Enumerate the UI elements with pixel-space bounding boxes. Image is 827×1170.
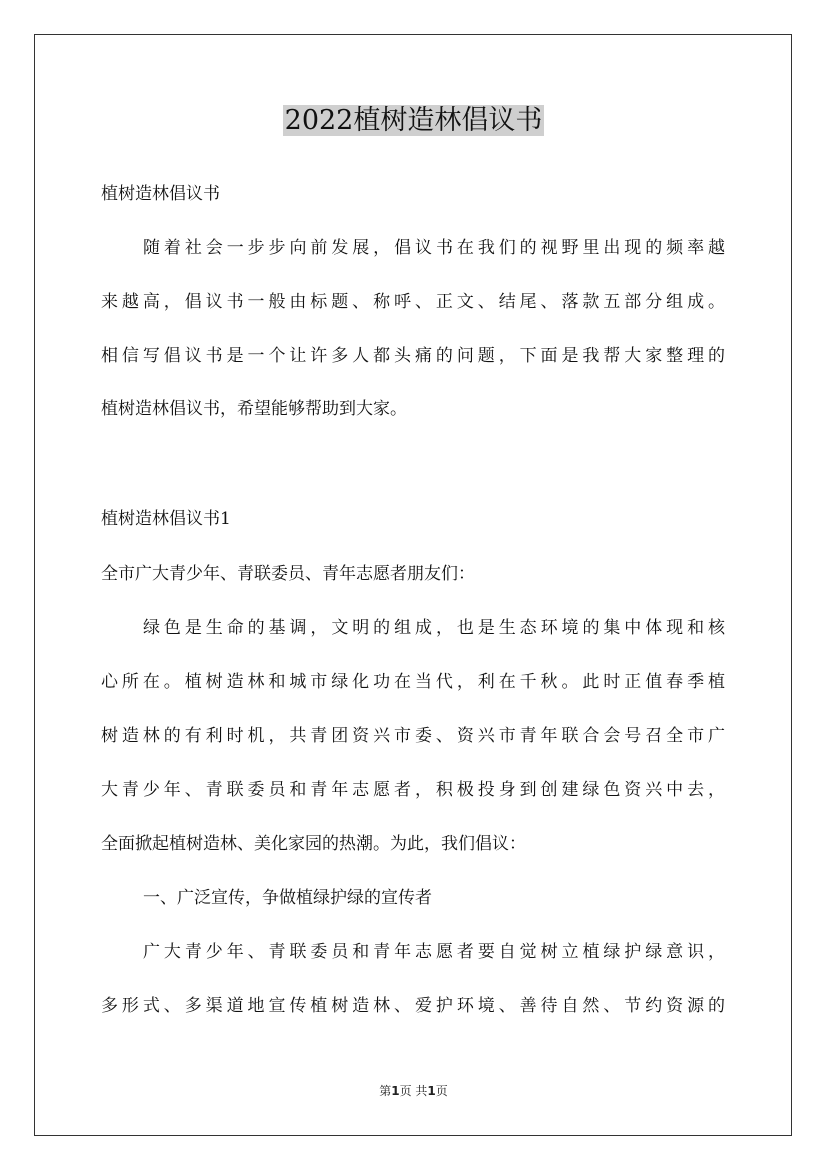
body-line-2: 心所在。植树造林和城市绿化功在当代，利在千秋。此时正值春季植: [101, 672, 725, 692]
intro-line-4: 植树造林倡议书，希望能够帮助到大家。: [101, 399, 407, 419]
body-line-3: 树造林的有利时机，共青团资兴市委、资兴市青年联合会号召全市广: [101, 726, 725, 746]
intro-line-2: 来越高，倡议书一般由标题、称呼、正文、结尾、落款五部分组成。: [101, 292, 725, 312]
document-title-text: 2022植树造林倡议书: [284, 105, 543, 136]
intro-line-3: 相信写倡议书是一个让许多人都头痛的问题，下面是我帮大家整理的: [101, 346, 725, 366]
footer-mid: 页 共: [399, 1084, 428, 1098]
item-one-line-2: 多形式、多渠道地宣传植树造林、爱护环境、善待自然、节约资源的: [101, 996, 725, 1016]
section-heading: 植树造林倡议书1: [101, 509, 231, 529]
item-one-heading: 一、广泛宣传，争做植绿护绿的宣传者: [143, 888, 432, 908]
document-subtitle: 植树造林倡议书: [101, 184, 220, 204]
footer-page-total: 1: [427, 1084, 436, 1098]
footer-suffix: 页: [435, 1084, 448, 1098]
footer-page-current: 1: [391, 1084, 400, 1098]
document-title: [0, 101, 827, 141]
page-footer: [0, 1082, 827, 1100]
body-line-1: 绿色是生命的基调，文明的组成，也是生态环境的集中体现和核: [143, 618, 725, 638]
body-line-4: 大青少年、青联委员和青年志愿者，积极投身到创建绿色资兴中去，: [101, 780, 725, 800]
salutation: 全市广大青少年、青联委员、青年志愿者朋友们：: [101, 564, 475, 584]
item-one-line-1: 广大青少年、青联委员和青年志愿者要自觉树立植绿护绿意识，: [143, 942, 725, 962]
body-line-5: 全面掀起植树造林、美化家园的热潮。为此，我们倡议：: [101, 834, 526, 854]
intro-line-1: 随着社会一步步向前发展，倡议书在我们的视野里出现的频率越: [143, 238, 725, 258]
footer-prefix: 第: [379, 1084, 392, 1098]
